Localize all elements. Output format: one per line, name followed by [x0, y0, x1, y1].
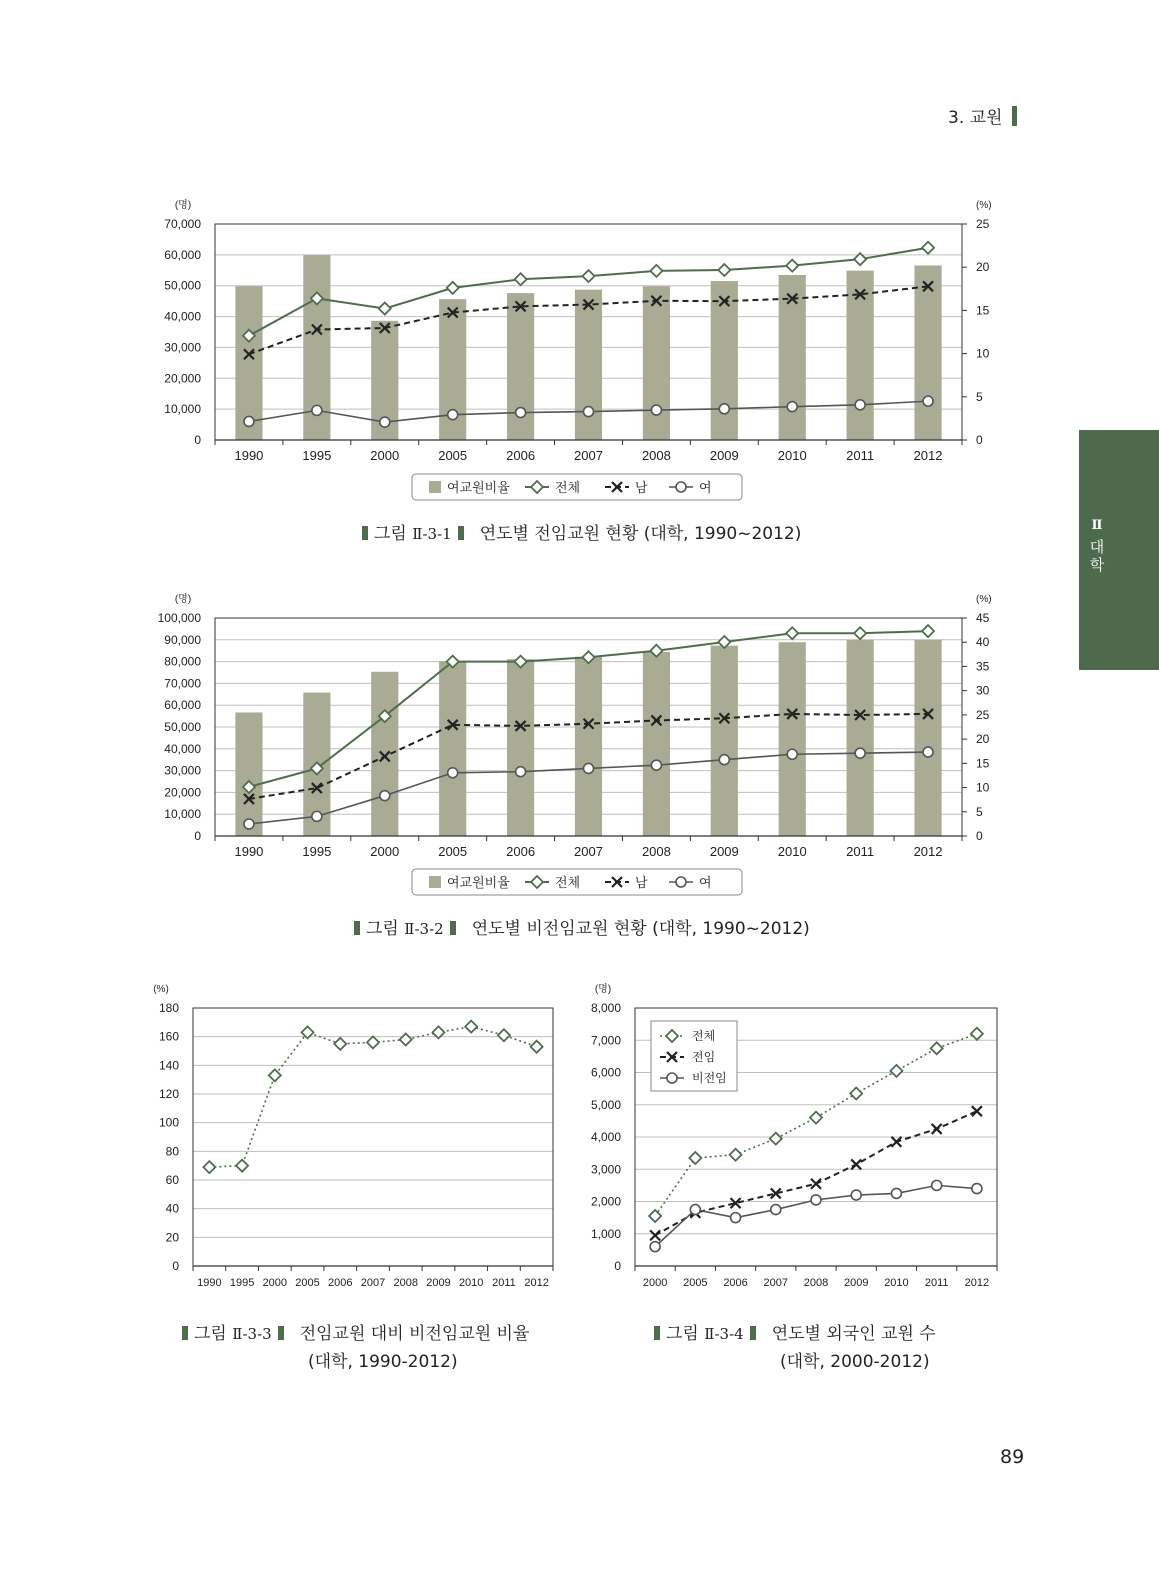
- caption-marker: [654, 1326, 660, 1340]
- bar: [779, 642, 806, 836]
- x-tick-label: 2012: [913, 448, 943, 463]
- data-point: [367, 1036, 379, 1048]
- x-tick-label: 2008: [803, 1277, 829, 1289]
- y-tick-label: 8,000: [590, 1001, 621, 1015]
- x-tick-label: 2010: [884, 1277, 909, 1289]
- data-point: [731, 1213, 741, 1223]
- data-point: [650, 1230, 660, 1240]
- caption-title: 전임교원 대비 비전임교원 비율: [299, 1324, 530, 1344]
- data-point: [650, 1242, 660, 1252]
- x-tick-label: 2009: [843, 1277, 869, 1289]
- data-point: [786, 260, 798, 272]
- y-tick-label: 20,000: [164, 371, 201, 386]
- data-point: [312, 405, 322, 415]
- data-point: [770, 1133, 782, 1145]
- data-point: [676, 482, 686, 492]
- legend: [412, 869, 742, 895]
- y-tick-label: 10,000: [164, 402, 201, 417]
- data-point: [932, 1180, 942, 1190]
- data-point: [786, 627, 798, 639]
- legend-label: 여: [699, 480, 712, 495]
- data-point: [855, 400, 865, 410]
- data-point: [667, 1073, 677, 1083]
- legend-label: 여: [699, 875, 712, 890]
- y-tick-label: 80,000: [164, 654, 201, 669]
- data-point: [851, 1159, 861, 1169]
- y2-axis-unit: (%): [976, 200, 992, 211]
- y-tick-label: 50,000: [164, 278, 201, 293]
- chapter-char: 학: [1089, 556, 1105, 574]
- y-tick-label: 40: [165, 1201, 179, 1216]
- data-point: [891, 1137, 901, 1147]
- data-point: [931, 1042, 943, 1054]
- data-point: [676, 877, 686, 887]
- x-tick-label: 2006: [723, 1277, 748, 1289]
- y2-tick-label: 30: [976, 683, 990, 698]
- data-point: [236, 1160, 248, 1172]
- caption-marker: [182, 1326, 188, 1340]
- data-point: [448, 410, 458, 420]
- x-tick-label: 2005: [683, 1277, 708, 1289]
- data-point: [811, 1179, 821, 1189]
- data-point: [447, 282, 459, 294]
- data-point: [203, 1161, 215, 1173]
- y2-tick-label: 25: [976, 217, 990, 231]
- x-tick-label: 2008: [393, 1277, 418, 1289]
- caption-marker: [750, 1326, 756, 1340]
- figure-caption-4-sub: (대학, 2000-2012): [780, 1352, 930, 1372]
- y-tick-label: 40,000: [164, 309, 201, 324]
- legend-label: 남: [635, 480, 648, 495]
- data-point: [689, 1152, 701, 1164]
- data-point: [244, 416, 254, 426]
- data-point: [923, 396, 933, 406]
- chart-4: [591, 982, 997, 1289]
- caption-title: 연도별 비전임교원 현황 (대학, 1990~2012): [471, 919, 810, 939]
- y-tick-label: 60,000: [164, 698, 201, 713]
- data-point: [971, 1028, 983, 1040]
- x-tick-label: 2011: [924, 1277, 949, 1289]
- bar: [914, 640, 941, 836]
- bar: [439, 661, 466, 836]
- y2-axis-unit: (%): [976, 594, 992, 605]
- figure-caption-3-sub: (대학, 1990-2012): [308, 1352, 458, 1372]
- data-point: [584, 407, 594, 417]
- y-tick-label: 0: [194, 829, 201, 843]
- x-tick-label: 1990: [197, 1277, 222, 1289]
- data-point: [787, 402, 797, 412]
- y-tick-label: 20: [165, 1230, 179, 1245]
- data-point: [771, 1205, 781, 1215]
- y2-tick-label: 20: [976, 260, 990, 275]
- x-tick-label: 2000: [370, 448, 400, 463]
- x-tick-label: 2011: [846, 844, 875, 859]
- data-point: [584, 763, 594, 773]
- data-point: [922, 625, 934, 637]
- x-tick-label: 2012: [524, 1277, 549, 1289]
- caption-marker: [362, 526, 368, 540]
- section-title: 3. 교원: [948, 108, 1003, 128]
- x-tick-label: 1995: [302, 844, 332, 859]
- bar: [507, 659, 534, 836]
- caption-label: 그림: [366, 919, 399, 939]
- x-tick-label: 1995: [302, 448, 332, 463]
- y-tick-label: 10,000: [164, 807, 201, 822]
- y-tick-label: 90,000: [164, 632, 201, 647]
- data-point: [811, 1195, 821, 1205]
- legend-label: 전임: [692, 1050, 716, 1064]
- caption-title: 연도별 외국인 교원 수: [771, 1324, 936, 1344]
- data-point: [649, 1210, 661, 1222]
- series-line: [655, 1111, 977, 1235]
- y-axis-unit: (명): [174, 594, 192, 605]
- y-tick-label: 1,000: [590, 1226, 621, 1241]
- y-tick-label: 2,000: [590, 1194, 621, 1209]
- y2-tick-label: 0: [976, 829, 983, 843]
- data-point: [719, 755, 729, 765]
- data-point: [651, 405, 661, 415]
- caption-marker: [458, 526, 464, 540]
- x-tick-label: 2007: [574, 448, 603, 463]
- data-point: [810, 1112, 822, 1124]
- legend-bar-swatch: [429, 876, 441, 888]
- caption-marker: [354, 921, 360, 935]
- x-tick-label: 2010: [458, 1277, 484, 1289]
- legend-label: 여교원비율: [447, 875, 510, 890]
- y-tick-label: 80: [165, 1144, 179, 1159]
- y2-tick-label: 20: [976, 732, 990, 747]
- data-point: [269, 1069, 281, 1081]
- data-point: [787, 749, 797, 759]
- data-point: [380, 417, 390, 427]
- caption-number: Ⅱ-3-1: [412, 525, 452, 543]
- data-point: [972, 1106, 982, 1116]
- figure-caption-3: [176, 1319, 529, 1344]
- y-tick-label: 4,000: [590, 1130, 621, 1144]
- y2-tick-label: 10: [976, 346, 990, 361]
- caption-marker: [450, 921, 456, 935]
- x-tick-label: 2008: [641, 844, 671, 859]
- caption-number: Ⅱ-3-3: [232, 1325, 272, 1343]
- x-tick-label: 2006: [506, 844, 536, 859]
- data-point: [719, 404, 729, 414]
- y-tick-label: 40,000: [164, 741, 201, 756]
- caption-label: 그림: [666, 1324, 699, 1344]
- y-tick-label: 70,000: [164, 217, 201, 231]
- bar: [575, 657, 602, 836]
- y-tick-label: 6,000: [590, 1065, 621, 1080]
- legend-label: 전체: [555, 875, 581, 890]
- y-tick-label: 180: [158, 1001, 179, 1015]
- x-tick-label: 2000: [642, 1277, 668, 1289]
- y-axis-unit: (명): [174, 200, 192, 211]
- data-point: [972, 1184, 982, 1194]
- y-tick-label: 70,000: [164, 676, 201, 691]
- y-tick-label: 100,000: [157, 611, 201, 625]
- y-tick-label: 0: [172, 1259, 179, 1273]
- x-tick-label: 2007: [360, 1277, 386, 1289]
- legend: [412, 474, 742, 500]
- x-tick-label: 2006: [328, 1277, 353, 1289]
- data-point: [583, 270, 595, 282]
- data-point: [932, 1124, 942, 1134]
- y2-tick-label: 15: [976, 756, 990, 771]
- x-tick-label: 2000: [370, 844, 400, 859]
- x-tick-label: 1990: [234, 844, 264, 859]
- bar: [711, 281, 738, 440]
- x-tick-label: 2010: [777, 844, 807, 859]
- y-tick-label: 3,000: [590, 1162, 621, 1177]
- data-point: [400, 1034, 412, 1046]
- y2-tick-label: 0: [976, 433, 983, 447]
- x-tick-label: 2005: [438, 448, 468, 463]
- chapter-number: Ⅱ: [1091, 518, 1103, 533]
- caption-number: Ⅱ-3-2: [404, 920, 444, 938]
- x-tick-label: 2007: [574, 844, 603, 859]
- bar: [575, 290, 602, 440]
- data-point: [922, 242, 934, 254]
- y-tick-label: 60: [165, 1173, 179, 1187]
- caption-marker: [278, 1326, 284, 1340]
- chart-2: [158, 592, 992, 895]
- data-point: [891, 1188, 901, 1198]
- x-tick-label: 2005: [295, 1277, 320, 1289]
- y-tick-label: 50,000: [164, 720, 201, 734]
- data-point: [690, 1205, 700, 1215]
- y-tick-label: 140: [158, 1058, 179, 1073]
- chart-3: [153, 984, 553, 1289]
- data-point: [890, 1065, 902, 1077]
- y2-tick-label: 35: [976, 659, 990, 674]
- figure-caption-2: [348, 914, 810, 939]
- x-tick-label: 2008: [641, 448, 671, 463]
- bar: [847, 271, 874, 440]
- bar: [643, 286, 670, 440]
- x-tick-label: 2012: [964, 1277, 990, 1289]
- data-point: [851, 1190, 861, 1200]
- x-tick-label: 2007: [763, 1277, 789, 1289]
- legend-label: 여교원비율: [447, 480, 510, 495]
- x-tick-label: 2009: [426, 1277, 451, 1289]
- caption-label: 그림: [374, 524, 407, 544]
- data-point: [850, 1087, 862, 1099]
- bar: [914, 265, 941, 440]
- y-axis-unit: (명): [594, 984, 612, 995]
- y-tick-label: 0: [614, 1259, 621, 1273]
- x-tick-label: 2009: [709, 844, 739, 859]
- data-point: [651, 760, 661, 770]
- y2-tick-label: 40: [976, 635, 990, 650]
- data-point: [312, 811, 322, 821]
- legend-label: 남: [635, 875, 648, 890]
- data-point: [379, 303, 391, 315]
- bar: [643, 652, 670, 836]
- y-tick-label: 100: [158, 1115, 179, 1130]
- x-tick-label: 2000: [262, 1277, 288, 1289]
- data-point: [650, 265, 662, 277]
- y2-tick-label: 5: [976, 389, 983, 404]
- data-point: [334, 1038, 346, 1050]
- legend-bar-swatch: [429, 481, 441, 493]
- x-tick-label: 2010: [777, 448, 807, 463]
- y-tick-label: 120: [158, 1087, 179, 1101]
- data-point: [923, 747, 933, 757]
- x-tick-label: 1990: [234, 448, 264, 463]
- bar: [711, 646, 738, 836]
- data-point: [718, 264, 730, 276]
- y-tick-label: 160: [158, 1029, 179, 1044]
- bar: [371, 672, 398, 836]
- y-tick-label: 20,000: [164, 785, 201, 800]
- figure-caption-4: [648, 1319, 936, 1344]
- y-tick-label: 0: [194, 433, 201, 447]
- bar: [235, 712, 262, 836]
- caption-number: Ⅱ-3-4: [704, 1325, 744, 1343]
- x-tick-label: 1995: [229, 1277, 255, 1289]
- x-tick-label: 2011: [492, 1277, 516, 1289]
- chart-1: [164, 198, 991, 500]
- data-point: [380, 791, 390, 801]
- x-tick-label: 2011: [846, 448, 875, 463]
- legend-label: 전체: [555, 480, 581, 495]
- legend: [651, 1021, 737, 1091]
- caption-title: 연도별 전임교원 현황 (대학, 1990~2012): [479, 524, 802, 544]
- data-point: [730, 1149, 742, 1161]
- bar: [847, 640, 874, 836]
- legend-label: 전체: [692, 1029, 716, 1043]
- data-point: [515, 273, 527, 285]
- y2-tick-label: 5: [976, 804, 983, 819]
- x-tick-label: 2006: [506, 448, 536, 463]
- y-axis-unit: (%): [153, 984, 169, 995]
- y-tick-label: 30,000: [164, 340, 201, 355]
- data-point: [516, 767, 526, 777]
- chapter-char: 대: [1089, 538, 1105, 556]
- x-tick-label: 2005: [438, 844, 468, 859]
- y-tick-label: 7,000: [590, 1033, 621, 1048]
- caption-label: 그림: [194, 1324, 227, 1344]
- data-point: [855, 748, 865, 758]
- data-point: [516, 408, 526, 418]
- data-point: [498, 1029, 510, 1041]
- y2-tick-label: 10: [976, 780, 990, 795]
- x-tick-label: 2009: [709, 448, 739, 463]
- y2-tick-label: 15: [976, 303, 990, 318]
- y2-tick-label: 45: [976, 611, 990, 625]
- data-point: [244, 819, 254, 829]
- page-number: 89: [1000, 1446, 1025, 1468]
- y-tick-label: 60,000: [164, 247, 201, 262]
- data-point: [465, 1021, 477, 1033]
- data-point: [854, 627, 866, 639]
- y2-tick-label: 25: [976, 707, 990, 722]
- y-tick-label: 5,000: [590, 1097, 621, 1112]
- x-tick-label: 2012: [913, 844, 943, 859]
- figure-caption-1: [356, 519, 801, 544]
- y-tick-label: 30,000: [164, 763, 201, 778]
- data-point: [448, 768, 458, 778]
- legend-label: 비전임: [692, 1071, 727, 1085]
- data-point: [531, 1041, 543, 1053]
